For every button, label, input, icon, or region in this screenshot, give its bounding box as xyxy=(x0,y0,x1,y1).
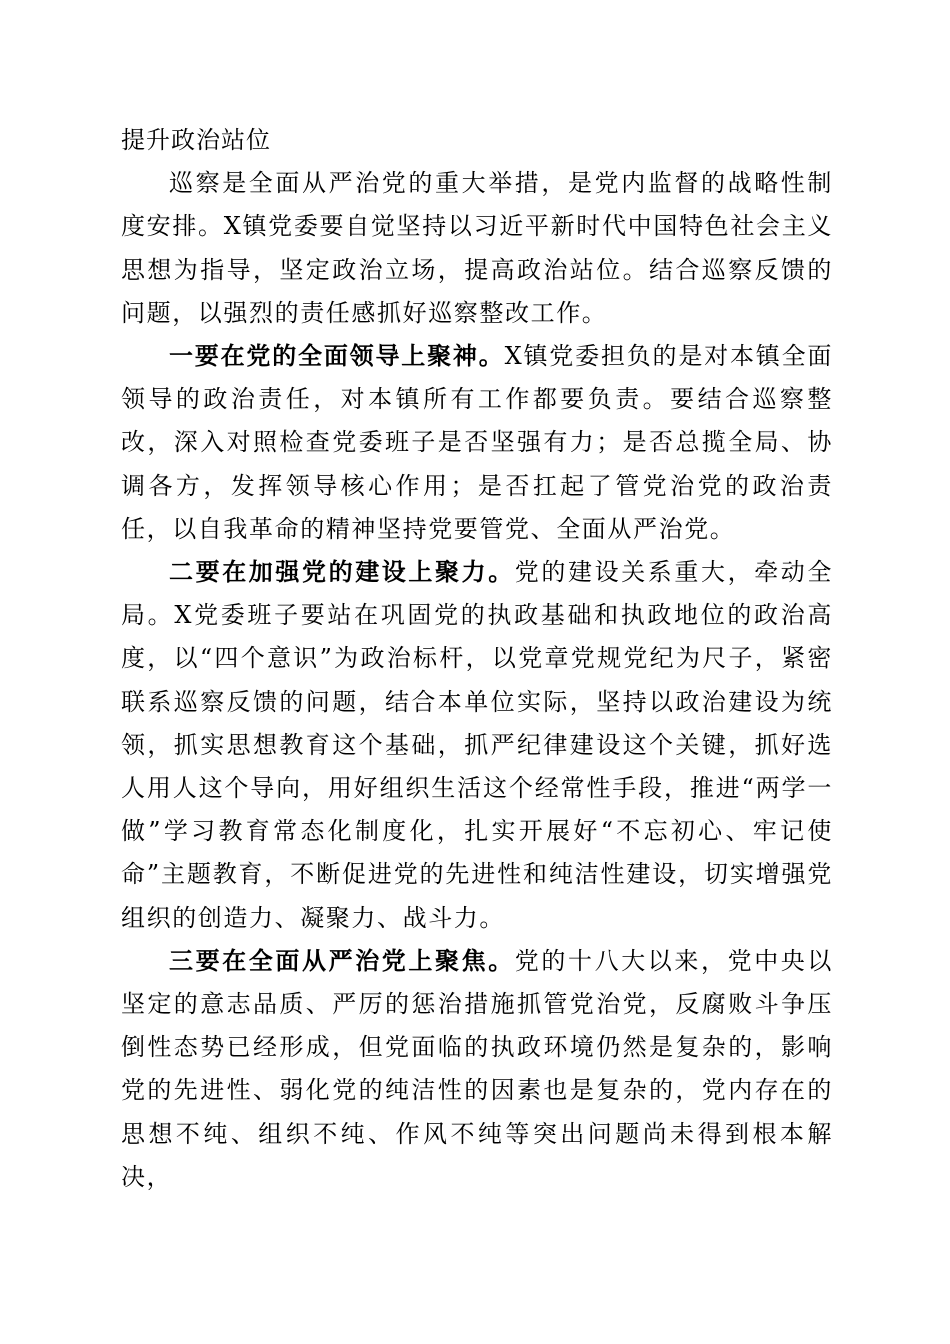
document-body xyxy=(121,119,833,1199)
point-body-3: 党的十八大以来，党中央以坚定的意志品质、严厉的惩治措施抓管党治党，反腐败斗争压倒性态势已经形成，但党面临的执政环境仍然是复杂的，影响党的先进性、弱化党的纯洁性的因素也是复杂的，党内存在的思想不纯、组织不纯、作风不纯等突出问题尚未得到根本解决， xyxy=(121,946,833,1191)
point-body-2: 党的建设关系重大，牵动全局。X党委班子要站在巩固党的执政基础和执政地位的政治高度，以“四个意识”为政治标杆，以党章党规党纪为尺子，紧密联系巡察反馈的问题，结合本单位实际，坚持以政治建设为统领，抓实思想教育这个基础，抓严纪律建设这个关键，抓好选人用人这个导向，用好组织生活这个经常性手段，推进“两学一做”学习教育常态化制度化，扎实开展好“不忘初心、牢记使命”主题教育，不断促进党的先进性和纯洁性建设，切实增强党组织的创造力、凝聚力、战斗力。 xyxy=(121,558,833,932)
point-paragraph-3 xyxy=(121,940,833,1199)
point-paragraph-2 xyxy=(121,551,833,940)
point-lead-1: 一要在党的全面领导上聚神。 xyxy=(169,342,505,371)
point-paragraph-1 xyxy=(121,335,833,551)
point-body-1: X镇党委担负的是对本镇全面领导的政治责任，对本镇所有工作都要负责。要结合巡察整改，深入对照检查党委班子是否坚强有力；是否总揽全局、协调各方，发挥领导核心作用；是否扛起了管党治党的政治责任，以自我革命的精神坚持党要管党、全面从严治党。 xyxy=(121,342,833,543)
point-lead-3: 三要在全面从严治党上聚焦。 xyxy=(169,946,515,975)
intro-paragraph: 巡察是全面从严治党的重大举措，是党内监督的战略性制度安排。X镇党委要自觉坚持以习近平新时代中国特色社会主义思想为指导，坚定政治立场，提高政治站位。结合巡察反馈的问题，以强烈的责任感抓好巡察整改工作。 xyxy=(121,169,833,327)
point-lead-2: 二要在加强党的建设上聚力。 xyxy=(169,558,515,587)
section-heading: 提升政治站位 xyxy=(121,126,271,154)
